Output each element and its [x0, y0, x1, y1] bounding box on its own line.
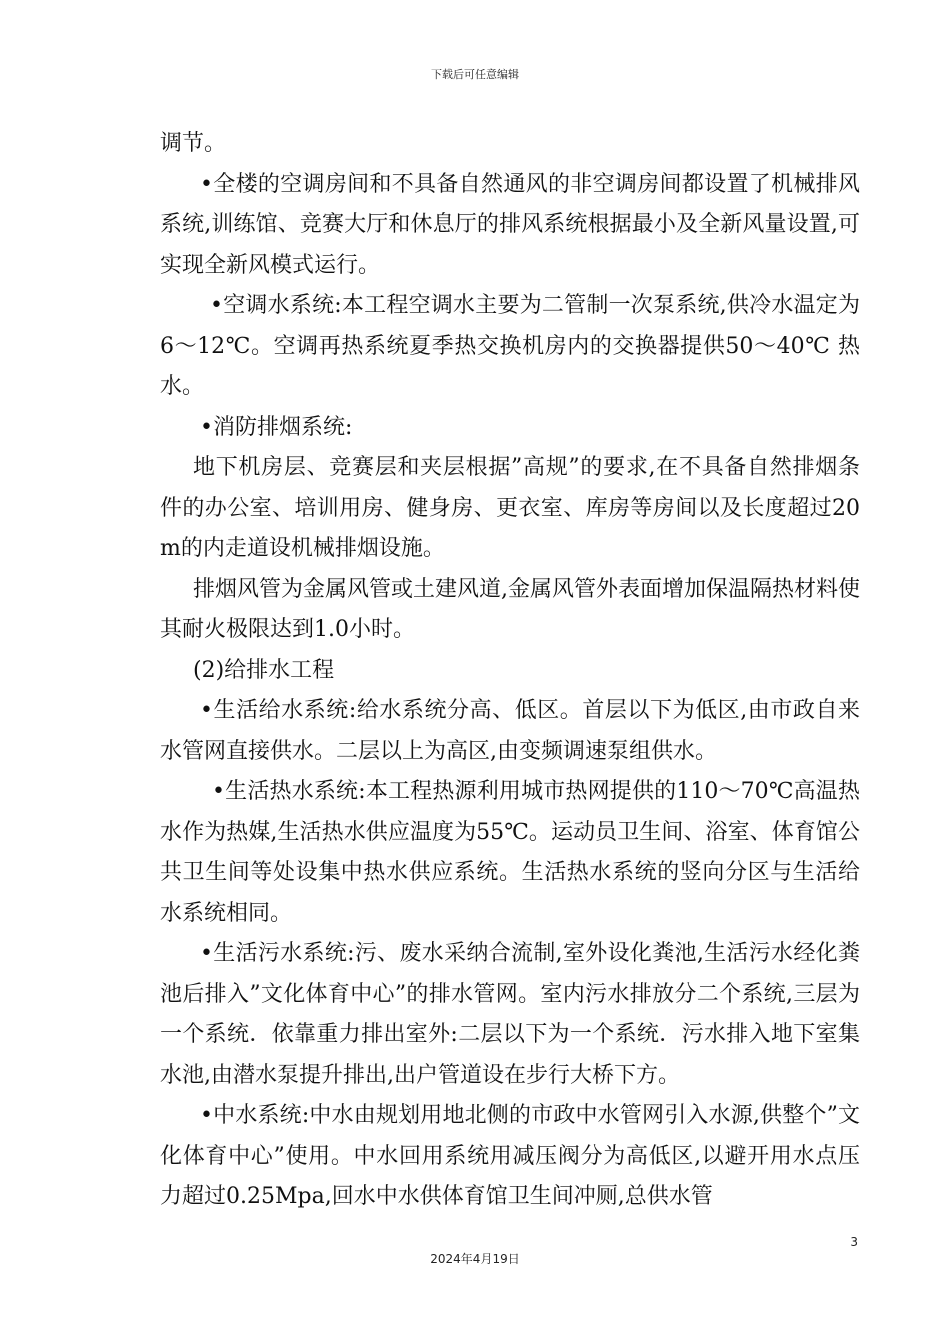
- paragraph: •生活污水系统:污、废水采纳合流制,室外设化粪池,生活污水经化粪池后排入”文化体育中心”的排水管网。室内污水排放分二个系统,三层为一个系统．依靠重力排出室外:二层以下为一个系统．污水排入地下室集水池,由潜水泵提升排出,出户管道设在步行大桥下方。: [160, 941, 860, 1088]
- paragraph: •生活热水系统:本工程热源利用城市热网提供的110～70℃高温热水作为热媒,生活热水供应温度为55℃。运动员卫生间、浴室、体育馆公共卫生间等处设集中热水供应系统。生活热水系统的竖向分区与生活给水系统相同。: [160, 779, 860, 926]
- footer-date: 2024年4月19日: [430, 1252, 520, 1266]
- paragraph: 地下机房层、竞赛层和夹层根据”高规”的要求,在不具备自然排烟条件的办公室、培训用房、健身房、更衣室、库房等房间以及长度超过20m的内走道设机械排烟设施。: [160, 455, 860, 561]
- document-body: [160, 124, 860, 1218]
- page-number: 3: [850, 1235, 858, 1249]
- paragraph: 调节。: [160, 131, 227, 156]
- paragraph: 排烟风管为金属风管或土建风道,金属风管外表面增加保温隔热材料使其耐火极限达到1.0小时。: [160, 576, 860, 642]
- paragraph: •全楼的空调房间和不具备自然通风的非空调房间都设置了机械排风系统,训练馆、竞赛大厅和休息厅的排风系统根据最小及全新风量设置,可实现全新风模式运行。: [160, 171, 860, 278]
- paragraph: •消防排烟系统:: [200, 414, 353, 440]
- paragraph: •生活给水系统:给水系统分高、低区。首层以下为低区,由市政自来水管网直接供水。二层以上为高区,由变频调速泵组供水。: [160, 698, 860, 764]
- paragraph: •空调水系统:本工程空调水主要为二管制一次泵系统,供冷水温定为6～12℃。空调再热系统夏季热交换机房内的交换器提供50～40℃ 热水。: [160, 293, 860, 399]
- section-heading: (2)给排水工程: [193, 657, 335, 683]
- page-header-note: 下载后可任意编辑: [431, 68, 519, 81]
- paragraph: •中水系统:中水由规划用地北侧的市政中水管网引入水源,供整个”文化体育中心”使用。中水回用系统用减压阀分为高低区,以避开用水点压力超过0.25Mpa,回水中水供体育馆卫生间冲厕,总供水管: [160, 1103, 860, 1209]
